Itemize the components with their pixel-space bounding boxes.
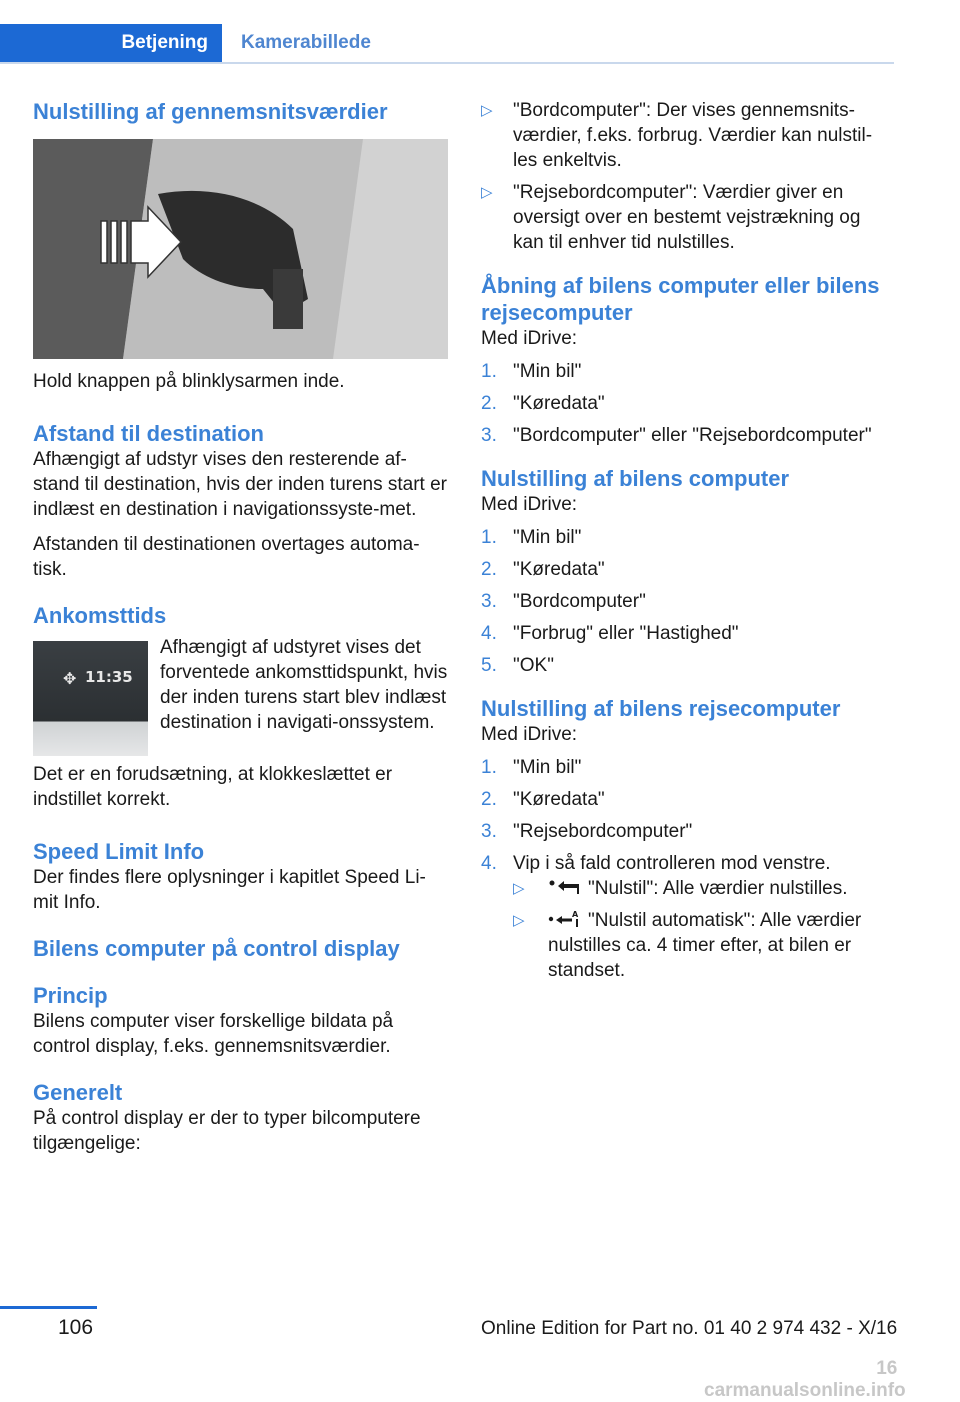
list-item: 4. "Forbrug" eller "Hastighed" (481, 623, 739, 644)
text-ankomst-2: Det er en forudsætning, at klokkeslættet er indstillet korrekt. (33, 764, 393, 810)
heading-generelt: Generelt (33, 1080, 123, 1105)
flag-icon: ✥ (63, 671, 77, 688)
heading-afstand: Afstand til destination (33, 421, 264, 446)
right-column (481, 98, 893, 990)
heading-nulstilling-rejsecomputer: Nulstilling af bilens rejsecomputer (481, 696, 841, 721)
heading-ankomsttids: Ankomsttids (33, 603, 167, 628)
triangle-bullet-icon: ▷ (513, 880, 525, 897)
list-item: ▷ A "Nulstil automatisk": Alle værdier nulstilles ca. 4 timer efter, at bilen er standset. (513, 910, 862, 981)
text-princip: Bilens computer viser forskellige bildata på control display, f.eks. gennemsnitsværdier. (33, 1011, 394, 1057)
triangle-bullet-icon: ▷ (481, 184, 493, 201)
text-afstand-1: Afhængigt af udstyr vises den resterende af-stand til destination, hvis der inden turens start er indlæst en destination i navigationssyste-met. (33, 449, 448, 520)
clock-value: 11:35 (85, 668, 133, 686)
list-item: 3. "Bordcomputer" (481, 591, 646, 612)
turn-signal-lever-photo (33, 139, 448, 359)
computer-types-list (481, 98, 893, 255)
list-item: 2. "Køredata" (481, 789, 605, 810)
reset-arrow-icon (548, 878, 582, 896)
heading-princip: Princip (33, 983, 108, 1008)
text-speed-limit: Der findes flere oplysninger i kapitlet Speed Li-mit Info. (33, 867, 426, 913)
tab-kamerabillede[interactable]: Kamerabillede (241, 32, 371, 53)
heading-nulstilling-computer: Nulstilling af bilens computer (481, 466, 790, 491)
edition-note: Online Edition for Part no. 01 40 2 974 432 - X/16 (481, 1318, 898, 1339)
open-steps-list (481, 359, 893, 448)
svg-text:A: A (572, 910, 579, 919)
list-item: 1. "Min bil" (481, 361, 582, 382)
reset-steps-list (481, 525, 893, 678)
triangle-bullet-icon: ▷ (481, 102, 493, 119)
text-med-idrive: Med iDrive: (481, 494, 578, 515)
text-afstand-2: Afstanden til destinationen overtages automa-tisk. (33, 534, 420, 580)
text-med-idrive: Med iDrive: (481, 724, 578, 745)
tab-betjening[interactable]: Betjening (0, 24, 222, 62)
list-item: 5. "OK" (481, 655, 554, 676)
list-item: ▷ "Rejsebordcomputer": Værdier giver en oversigt over en bestemt vejstrækning og kan til enhver tid nulstilles. (481, 182, 861, 253)
watermark: 16 carmanualsonline.info (704, 1358, 906, 1401)
page-number: 106 (58, 1316, 94, 1339)
heading-bilens-computer: Bilens computer på control display (33, 936, 400, 961)
text-med-idrive: Med iDrive: (481, 328, 578, 349)
heading-nulstilling-gennemsnit: Nulstilling af gennemsnitsværdier (33, 99, 388, 124)
footer-rule (0, 1306, 97, 1309)
chapter-header (0, 24, 894, 64)
caption-hold-knap: Hold knappen på blinklysarmen inde. (33, 371, 345, 392)
list-item: 2. "Køredata" (481, 393, 605, 414)
auto-reset-arrow-icon (548, 910, 582, 928)
text-generelt: På control display er der to typer bilcomputere tilgængelige: (33, 1108, 421, 1154)
trip-reset-steps-list (481, 755, 893, 983)
triangle-bullet-icon: ▷ (513, 912, 525, 929)
list-item: 3. "Bordcomputer" eller "Rejsebordcomputer" (481, 425, 872, 446)
list-item: 3. "Rejsebordcomputer" (481, 821, 693, 842)
list-item: 1. "Min bil" (481, 527, 582, 548)
list-item: 4. Vip i så fald controlleren mod venstre. ▷ "Nulstil": Alle værdier nulstilles. ▷ A "Nulstil automatisk": Alle værdier nulstilles ca. 4 timer efter, at bilen er standset. (481, 851, 893, 983)
heading-aabning: Åbning af bilens computer eller bilens rejsecomputer (481, 273, 880, 325)
list-item: ▷ "Nulstil": Alle værdier nulstilles. (513, 878, 848, 899)
arrival-time-display (33, 641, 148, 756)
left-column (33, 98, 448, 1156)
sub-options-list (513, 876, 893, 983)
list-item: 2. "Køredata" (481, 559, 605, 580)
list-item: ▷ "Bordcomputer": Der vises gennemsnits-værdier, f.eks. forbrug. Værdier kan nulstil-les enkeltvis. (481, 100, 873, 171)
text-ankomst-1: Afhængigt af udstyret vises det forventede ankomsttidspunkt, hvis der inden turens start blev indlæst destination i navigati-onssystem. (160, 637, 448, 733)
heading-speed-limit: Speed Limit Info (33, 839, 205, 864)
list-item: 1. "Min bil" (481, 757, 582, 778)
